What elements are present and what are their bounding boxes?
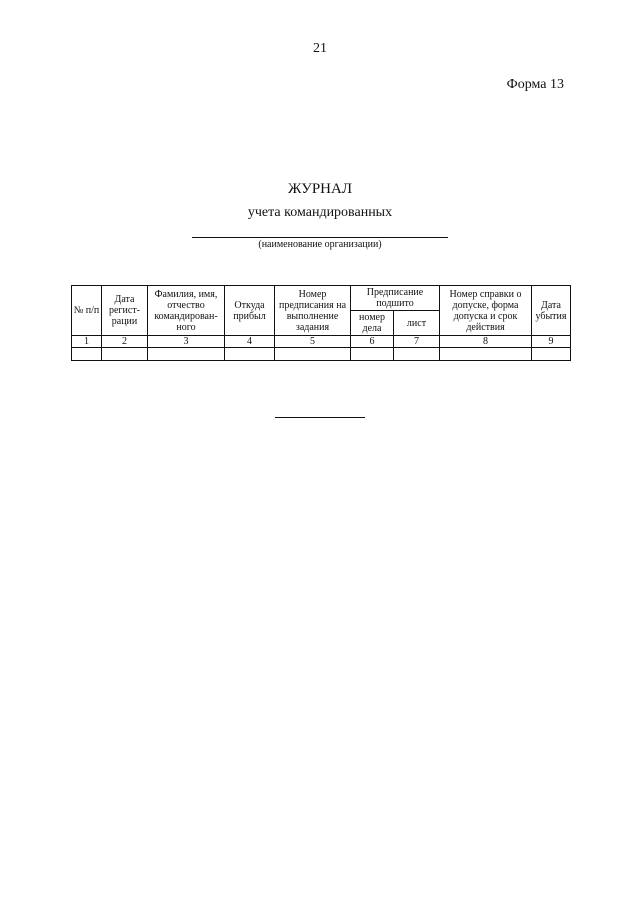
- form-label: Форма 13: [506, 77, 564, 92]
- table-cell: [351, 348, 394, 361]
- column-number: 6: [351, 336, 394, 348]
- page-number: 21: [313, 41, 327, 56]
- column-number: 4: [225, 336, 275, 348]
- table-cell: [394, 348, 440, 361]
- table-cell: [102, 348, 148, 361]
- column-number: 5: [275, 336, 351, 348]
- column-number: 3: [148, 336, 225, 348]
- header-clearance-certificate: Номер справки о допуске, форма допуска и срок действия: [440, 286, 532, 336]
- column-number: 8: [440, 336, 532, 348]
- table-cell: [148, 348, 225, 361]
- column-number: 7: [394, 336, 440, 348]
- table-cell: [225, 348, 275, 361]
- journal-table: [71, 285, 571, 361]
- journal-title: ЖУРНАЛ: [287, 181, 353, 197]
- column-number-row: [72, 336, 571, 348]
- column-number: 2: [102, 336, 148, 348]
- header-order-number: Номер предписания на выполнение задания: [275, 286, 351, 336]
- header-number: № п/п: [72, 286, 102, 336]
- journal-subtitle: учета командированных: [247, 205, 393, 220]
- organization-name-line: [192, 237, 448, 238]
- column-number: 9: [532, 336, 571, 348]
- header-departure-date: Дата убытия: [532, 286, 571, 336]
- table-cell: [440, 348, 532, 361]
- header-case-number: номер дела: [351, 311, 394, 336]
- header-order-filed: Предписание подшито: [351, 286, 440, 311]
- end-separator-line: [275, 417, 365, 418]
- table-cell: [275, 348, 351, 361]
- column-number: 1: [72, 336, 102, 348]
- organization-caption: (наименование организации): [258, 239, 382, 250]
- table-cell: [72, 348, 102, 361]
- header-registration-date: Дата регист-рации: [102, 286, 148, 336]
- header-arrived-from: Откуда прибыл: [225, 286, 275, 336]
- header-sheet: лист: [394, 311, 440, 336]
- table-cell: [532, 348, 571, 361]
- header-full-name: Фамилия, имя, отчество командирован-ного: [148, 286, 225, 336]
- table-header-row: [72, 286, 571, 311]
- table-row: [72, 348, 571, 361]
